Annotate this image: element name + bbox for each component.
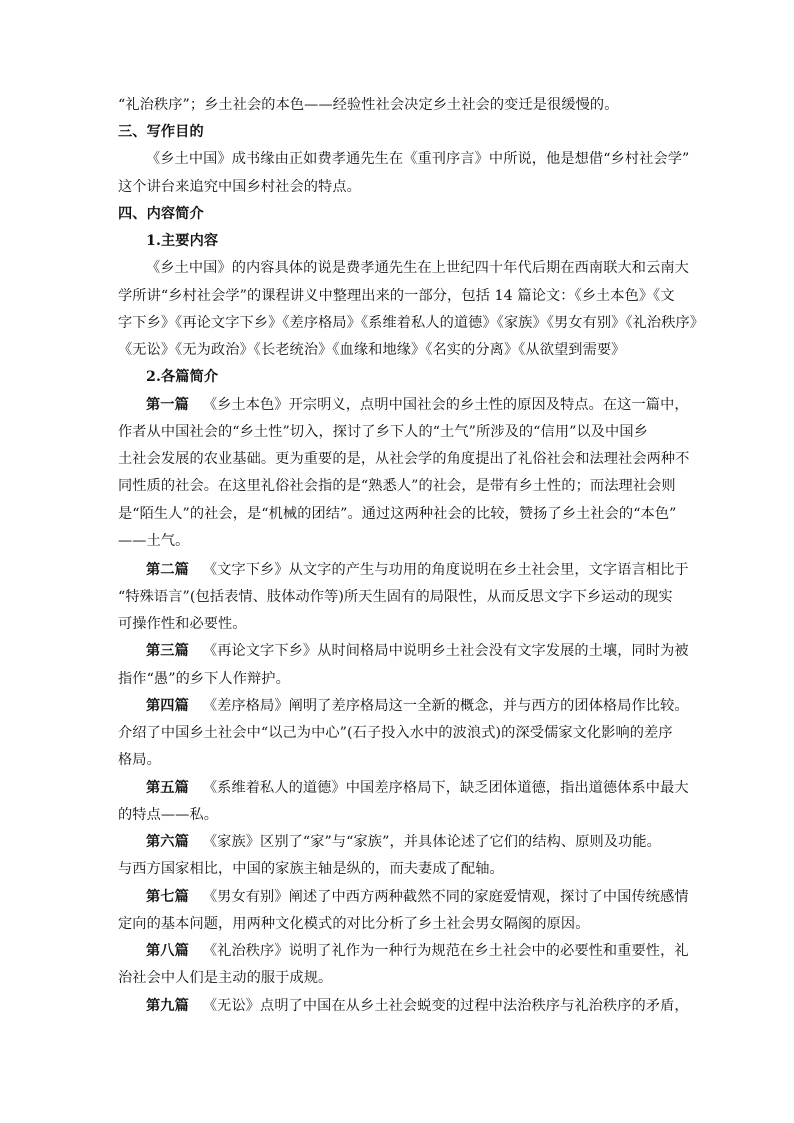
chapter-3-line [146, 637, 689, 665]
chapter-text: 《差序格局》阐明了差序格局这一全新的概念，并与西方的团体格局作比较。 [202, 698, 689, 714]
paragraph-line: 土社会发展的农业基础。更为重要的是，从社会学的角度提出了礼俗社会和法理社会两种不 [118, 451, 690, 467]
paragraph-line: 与西方国家相比，中国的家族主轴是纵的，而夫妻成了配轴。 [118, 861, 504, 877]
subheading-chapter-summaries: 2.各篇简介 [146, 369, 219, 385]
section-heading-writing-purpose: 三、写作目的 [118, 124, 204, 140]
chapter-1-line [146, 391, 689, 419]
paragraph-line: 学所讲“乡村社会学”的课程讲义中整理出来的一部分，包括 14 篇论文：《乡土本色》《文 [118, 288, 675, 304]
chapter-text: 《无讼》点明了中国在从乡土社会蜕变的过程中法治秩序与礼治秩序的矛盾， [202, 998, 689, 1014]
paragraph-line: “礼治秩序”；乡土社会的本色——经验性社会决定乡土社会的变迁是很缓慢的。 [118, 97, 619, 113]
chapter-label: 第九篇 [146, 998, 189, 1014]
chapter-2-line [146, 556, 689, 584]
chapter-text: 《文字下乡》从文字的产生与功用的角度说明在乡土社会里，文字语言相比于 [202, 562, 689, 578]
paragraph-line: ——土气。 [118, 533, 190, 549]
chapter-text: 《家族》区别了“家”与“家族”，并具体论述了它们的结构、原则及功能。 [202, 834, 661, 850]
paragraph-line: 的特点——私。 [118, 807, 219, 823]
chapter-8-line [146, 937, 689, 965]
paragraph-line: 是“陌生人”的社会，是“机械的团结”。通过这两种社会的比较，赞扬了乡土社会的“本色” [118, 506, 677, 522]
paragraph-line: 这个讲台来追究中国乡村社会的特点。 [118, 179, 361, 195]
chapter-label: 第六篇 [146, 834, 189, 850]
chapter-7-line [146, 883, 689, 911]
chapter-label: 第二篇 [146, 562, 189, 578]
chapter-6-line [146, 828, 661, 856]
chapter-4-line [146, 692, 689, 720]
chapter-text: 《礼治秩序》说明了礼作为一种行为规范在乡土社会中的必要性和重要性，礼 [202, 943, 689, 959]
chapter-label: 第四篇 [146, 698, 189, 714]
chapter-9-line [146, 992, 689, 1020]
chapter-text: 《男女有别》阐述了中西方两种截然不同的家庭爱情观，探讨了中国传统感情 [202, 889, 689, 905]
paragraph-line: 同性质的社会。在这里礼俗社会指的是“熟悉人”的社会，是带有乡土性的；而法理社会则 [118, 478, 676, 494]
paragraph-line: 作者从中国社会的“乡土性”切入，探讨了乡下人的“土气”所涉及的“信用”以及中国乡 [118, 424, 648, 440]
chapter-label: 第一篇 [146, 397, 189, 413]
paragraph-line: 治社会中人们是主动的服于成规。 [118, 970, 333, 986]
paragraph-line: 字下乡》《再论文字下乡》《差序格局》《系维着私人的道德》《家族》《男女有别》《礼治秩序》 [118, 315, 705, 331]
subheading-main-content: 1.主要内容 [146, 233, 219, 249]
chapter-label: 第八篇 [146, 943, 189, 959]
paragraph-line: 介绍了中国乡土社会中“以己为中心”(石子投入水中的波浪式)的深受儒家文化影响的差序 [118, 725, 673, 741]
paragraph-line: 《无讼》《无为政治》《长老统治》《血缘和地缘》《名实的分离》《从欲望到需要》 [118, 342, 626, 358]
paragraph-line: 《乡土中国》的内容具体的说是费孝通先生在上世纪四十年代后期在西南联大和云南大 [146, 260, 689, 276]
paragraph-line: 可操作性和必要性。 [118, 616, 247, 632]
chapter-text: 《系维着私人的道德》中国差序格局下，缺乏团体道德，指出道德体系中最大 [202, 780, 689, 796]
chapter-label: 第七篇 [146, 889, 189, 905]
section-heading-content-summary: 四、内容简介 [118, 206, 204, 222]
paragraph-line: 定向的基本问题，用两种文化模式的对比分析了乡土社会男女隔阂的原因。 [118, 916, 590, 932]
chapter-text: 《再论文字下乡》从时间格局中说明乡土社会没有文字发展的土壤，同时为被 [202, 643, 689, 659]
paragraph-line: “特殊语言”(包括表情、肢体动作等)所天生固有的局限性，从而反思文字下乡运动的现实 [118, 589, 673, 605]
chapter-text: 《乡土本色》开宗明义，点明中国社会的乡土性的原因及特点。在这一篇中， [202, 397, 689, 413]
chapter-label: 第五篇 [146, 780, 189, 796]
paragraph-line: 格局。 [118, 752, 161, 768]
chapter-label: 第三篇 [146, 643, 189, 659]
paragraph-line: 指作“愚”的乡下人作辩护。 [118, 671, 290, 687]
chapter-5-line [146, 774, 689, 802]
paragraph-line: 《乡土中国》成书缘由正如费孝通先生在《重刊序言》中所说，他是想借“乡村社会学” [146, 151, 690, 167]
